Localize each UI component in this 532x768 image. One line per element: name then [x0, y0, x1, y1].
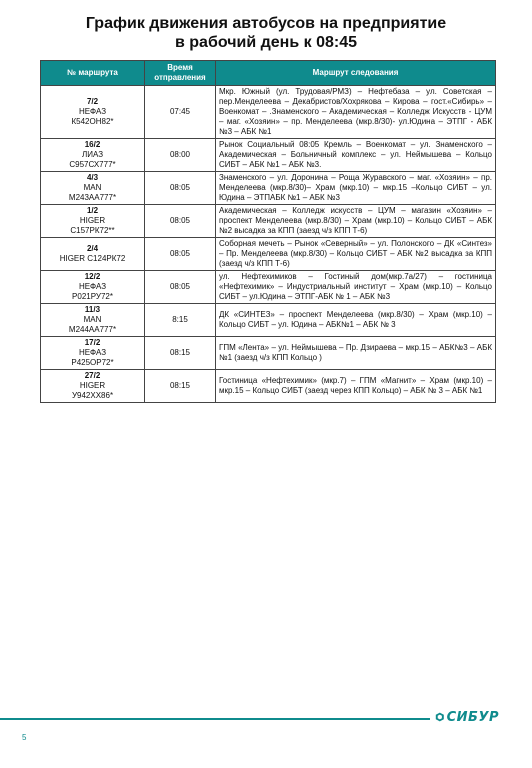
route-path: Рынок Социальный 08:05 Кремль – Военкомат – ул. Знаменского – Академическая – Больничный комплекс – ул. Неймышева – Кольцо СИБТ – АБК №1 – АБК №3. [216, 139, 496, 172]
table-row [41, 370, 496, 403]
route-cell [41, 238, 145, 271]
route-number: 1/2 [86, 206, 99, 215]
bus-plate: У942ХХ86* [71, 391, 114, 400]
bus-model: НЕФАЗ [78, 107, 107, 116]
page-number: 5 [22, 733, 27, 742]
departure-time: 8:15 [145, 304, 216, 337]
header-route-number: № маршрута [41, 61, 145, 86]
departure-time: 08:00 [145, 139, 216, 172]
header-route-path: Маршрут следования [216, 61, 496, 86]
departure-time: 08:15 [145, 337, 216, 370]
route-number: 4/3 [86, 173, 99, 182]
bus-plate: С157РК72** [70, 226, 115, 235]
logo-text: СИБУР [446, 709, 499, 725]
route-number: 2/4 [86, 244, 99, 253]
header-departure-time [145, 61, 216, 86]
route-cell [41, 370, 145, 403]
route-number: 16/2 [84, 140, 101, 149]
table-row [41, 337, 496, 370]
bus-model: HIGER С124РК72 [59, 254, 126, 263]
departure-time: 08:05 [145, 172, 216, 205]
bus-plate: М243АА777* [68, 193, 117, 202]
route-number: 12/2 [84, 272, 101, 281]
table-row [41, 238, 496, 271]
sibur-hexagon-icon [435, 711, 445, 723]
route-number: 7/2 [86, 97, 99, 106]
title-line-1: График движения автобусов на предприятие [85, 15, 447, 32]
route-cell [41, 205, 145, 238]
table-row [41, 86, 496, 139]
bus-model: HIGER [79, 381, 106, 390]
bus-model: HIGER [79, 216, 106, 225]
table-row [41, 304, 496, 337]
route-cell [41, 271, 145, 304]
table-row [41, 205, 496, 238]
route-path: ул. Нефтехимиков – Гостиный дом(мкр.7а/27) – гостиница «Нефтехимик» – Индустриальный институт – Храм (мкр.10) – Кольцо СИБТ – ул.Юдина – ЭТПГ-АБК № 1 – АБК №3 [216, 271, 496, 304]
route-number: 11/3 [84, 305, 101, 314]
header-time-line-1: Время [167, 63, 193, 72]
page-title [0, 14, 532, 52]
route-number: 27/2 [84, 371, 101, 380]
route-path: ГПМ «Лента» – ул. Неймышева – Пр. Дзираева – мкр.15 – АБК№3 – АБК №1 (заезд ч/з КПП Кольцо ) [216, 337, 496, 370]
route-path: Гостиница «Нефтехимик» (мкр.7) – ГПМ «Магнит» – Храм (мкр.10) – мкр.15 – Кольцо СИБТ (заезд через КПП Кольцо) – АБК № 3 – АБК №1 [216, 370, 496, 403]
table-row [41, 271, 496, 304]
footer-divider [0, 718, 430, 720]
route-cell [41, 139, 145, 172]
route-path: Мкр. Южный (ул. Трудовая/РМЗ) – Нефтебаза – ул. Советская – пер.Менделеева – Декабристов/Хохрякова – Кирова – гост.«Сибирь» – Военкомат – .Знаменского – Академическая – Колледж Искусств - ЦУМ – маг. «Хозяин» – пр. Менделеева (мкр.8/30)- ул.Юдина – ЭТПГ - АБК №3 – АБК №1 [216, 86, 496, 139]
route-path: ДК «СИНТЕЗ» – проспект Менделеева (мкр.8/30) – Храм (мкр.10) – Кольцо СИБТ – ул. Юдина – АБК№1 – АБК № 3 [216, 304, 496, 337]
route-path: Академическая – Колледж искусств – ЦУМ – магазин «Хозяин» – проспект Менделеева (мкр.8/30) – Храм (мкр.10) – Кольцо СИБТ – АБК №2 высадка за КПП (заезд ч/з КПП Т-6) [216, 205, 496, 238]
header-time-line-2: отправления [154, 73, 206, 82]
departure-time: 08:05 [145, 271, 216, 304]
route-path: Соборная мечеть – Рынок «Северный» – ул. Полонского – ДК «Синтез» – Пр. Менделеева (мкр.8/30) – Кольцо СИБТ – АБК №2 высадка за КПП (заезд ч/з КПП Т-6) [216, 238, 496, 271]
departure-time: 07:45 [145, 86, 216, 139]
bus-plate: Р425ОР72* [71, 358, 114, 367]
table-header-row [41, 61, 496, 86]
table-row [41, 172, 496, 205]
route-cell [41, 337, 145, 370]
table-row [41, 139, 496, 172]
route-cell [41, 86, 145, 139]
bus-model: MAN [83, 183, 102, 192]
bus-plate: К542ОН82* [71, 117, 114, 126]
route-cell [41, 172, 145, 205]
sibur-logo [435, 707, 499, 727]
bus-plate: Р021РУ72* [72, 292, 113, 301]
departure-time: 08:05 [145, 205, 216, 238]
route-number: 17/2 [84, 338, 101, 347]
bus-model: НЕФАЗ [78, 348, 107, 357]
bus-schedule-table [40, 60, 496, 403]
route-path: Знаменского – ул. Доронина – Роща Журавского – маг. «Хозяин» – пр. Менделеева (мкр.8/30)– Храм (мкр.10) – мкр.15 –Кольцо СИБТ – ул. Юдина – ЭТПАБК №1 – АБК №3 [216, 172, 496, 205]
bus-plate: М244АА777* [68, 325, 117, 334]
title-line-2: в рабочий день к 08:45 [175, 34, 357, 51]
bus-model: НЕФАЗ [78, 282, 107, 291]
bus-plate: С957СХ777* [69, 160, 116, 169]
bus-model: MAN [83, 315, 102, 324]
departure-time: 08:15 [145, 370, 216, 403]
route-cell [41, 304, 145, 337]
departure-time: 08:05 [145, 238, 216, 271]
bus-model: ЛИАЗ [81, 150, 104, 159]
